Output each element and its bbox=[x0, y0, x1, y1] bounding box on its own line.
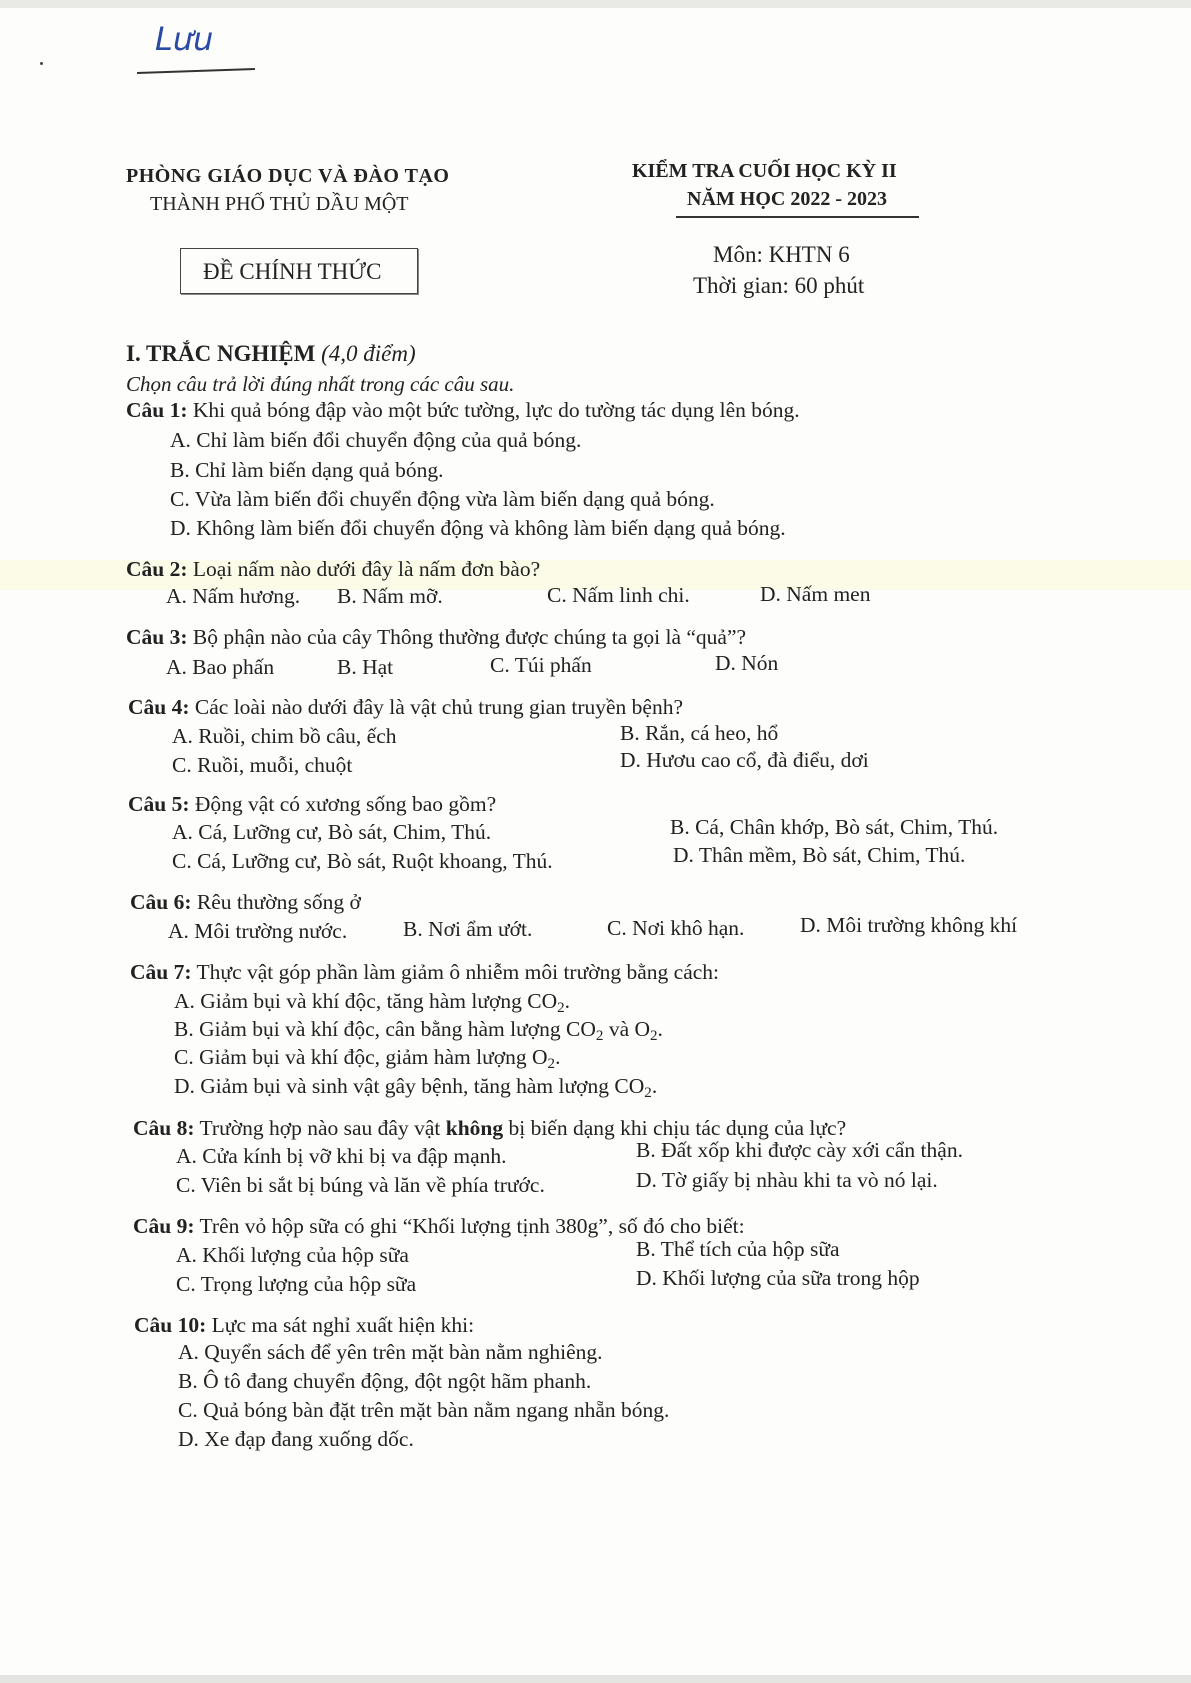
option-text: C. Giảm bụi và khí độc, giảm hàm lượng O bbox=[174, 1045, 548, 1069]
official-exam-box bbox=[180, 248, 418, 294]
q9-option-d: D. Khối lượng của sữa trong hộp bbox=[636, 1266, 920, 1290]
q1-option-b: B. Chỉ làm biến dạng quả bóng. bbox=[170, 458, 444, 482]
q5-option-d: D. Thân mềm, Bò sát, Chim, Thú. bbox=[673, 843, 966, 867]
q5-option-b: B. Cá, Chân khớp, Bò sát, Chim, Thú. bbox=[670, 815, 999, 839]
school-year: NĂM HỌC 2022 - 2023 bbox=[687, 188, 887, 210]
q4-option-c: C. Ruồi, muỗi, chuột bbox=[172, 753, 353, 777]
q6-option-d: D. Môi trường không khí bbox=[800, 913, 1018, 937]
question-text: Loại nấm nào dưới đây là nấm đơn bào? bbox=[192, 557, 541, 581]
q7-option-b bbox=[174, 1017, 663, 1045]
question-number: Câu 3: bbox=[126, 625, 188, 649]
official-exam-label: ĐỀ CHÍNH THỨC bbox=[203, 259, 382, 284]
subscript: 2 bbox=[547, 1055, 556, 1072]
q3-option-b: B. Hạt bbox=[337, 655, 394, 679]
department-name: PHÒNG GIÁO DỤC VÀ ĐÀO TẠO bbox=[126, 165, 450, 187]
q4-option-d: D. Hươu cao cổ, đà điểu, dơi bbox=[620, 748, 869, 772]
q10-option-d: D. Xe đạp đang xuống dốc. bbox=[178, 1427, 414, 1451]
q7-option-d bbox=[174, 1074, 657, 1102]
q6-option-a: A. Môi trường nước. bbox=[168, 919, 348, 943]
option-text: và O bbox=[603, 1017, 651, 1041]
question-text: Bộ phận nào của cây Thông thường được chúng ta gọi là “quả”? bbox=[192, 625, 747, 649]
handwritten-mark: Lưu bbox=[155, 20, 214, 58]
option-text: . bbox=[564, 989, 571, 1013]
scan-band bbox=[0, 0, 1191, 8]
question-number: Câu 9: bbox=[133, 1214, 195, 1238]
option-text: A. Giảm bụi và khí độc, tăng hàm lượng CO bbox=[174, 989, 558, 1013]
question-2 bbox=[126, 557, 540, 582]
q9-option-b: B. Thể tích của hộp sữa bbox=[636, 1237, 840, 1261]
question-number: Câu 8: bbox=[133, 1116, 195, 1140]
q4-option-b: B. Rắn, cá heo, hổ bbox=[620, 721, 779, 745]
q8-option-a: A. Cửa kính bị vỡ khi bị va đập mạnh. bbox=[176, 1144, 507, 1168]
option-text: D. Giảm bụi và sinh vật gây bệnh, tăng hàm lượng CO bbox=[174, 1074, 645, 1098]
q10-option-a: A. Quyển sách để yên trên mặt bàn nằm nghiêng. bbox=[178, 1340, 603, 1364]
q10-option-b: B. Ô tô đang chuyển động, đột ngột hãm phanh. bbox=[178, 1369, 592, 1393]
question-text: bị biến dạng khi chịu tác dụng của lực? bbox=[508, 1116, 847, 1140]
question-6 bbox=[130, 890, 361, 915]
question-4 bbox=[128, 695, 683, 720]
question-number: Câu 5: bbox=[128, 792, 190, 816]
q6-option-c: C. Nơi khô hạn. bbox=[607, 916, 745, 940]
question-number: Câu 4: bbox=[128, 695, 190, 719]
question-text: Rêu thường sống ở bbox=[196, 890, 361, 914]
question-number: Câu 7: bbox=[130, 960, 192, 984]
q3-option-c: C. Túi phấn bbox=[490, 653, 592, 677]
q8-option-c: C. Viên bi sắt bị búng và lăn về phía trước. bbox=[176, 1173, 545, 1197]
question-text-emphasis: không bbox=[445, 1116, 504, 1140]
school-year-underline bbox=[676, 216, 919, 218]
q7-option-c bbox=[174, 1045, 560, 1073]
q2-option-a: A. Nấm hương. bbox=[166, 584, 301, 608]
scan-band bbox=[0, 1675, 1191, 1683]
q6-option-b: B. Nơi ẩm ướt. bbox=[403, 917, 533, 941]
q1-option-c: C. Vừa làm biến đổi chuyển động vừa làm biến dạng quả bóng. bbox=[170, 487, 715, 511]
question-number: Câu 2: bbox=[126, 557, 188, 581]
subscript: 2 bbox=[650, 1027, 658, 1044]
question-text: Động vật có xương sống bao gồm? bbox=[194, 792, 497, 816]
handwritten-underline bbox=[137, 68, 255, 74]
q10-option-c: C. Quả bóng bàn đặt trên mặt bàn nằm ngang nhẵn bóng. bbox=[178, 1398, 670, 1422]
q9-option-a: A. Khối lượng của hộp sữa bbox=[176, 1243, 409, 1267]
subscript: 2 bbox=[557, 999, 565, 1016]
question-5 bbox=[128, 792, 496, 817]
question-text: Trường hợp nào sau đây vật bbox=[199, 1116, 441, 1140]
question-10 bbox=[134, 1313, 474, 1338]
option-text: . bbox=[651, 1074, 658, 1098]
question-text: Khi quả bóng đập vào một bức tường, lực do tường tác dụng lên bóng. bbox=[192, 398, 800, 422]
q5-option-c: C. Cá, Lưỡng cư, Bò sát, Ruột khoang, Thú. bbox=[172, 849, 553, 873]
section-title-text: I. TRẮC NGHIỆM bbox=[126, 341, 316, 366]
question-number: Câu 1: bbox=[126, 398, 188, 422]
q7-option-a bbox=[174, 989, 570, 1017]
question-7 bbox=[130, 960, 719, 985]
q1-option-d: D. Không làm biến đổi chuyển động và không làm biến dạng quả bóng. bbox=[170, 516, 786, 540]
subscript: 2 bbox=[644, 1084, 652, 1101]
subscript: 2 bbox=[595, 1027, 604, 1044]
city-name: THÀNH PHỐ THỦ DẦU MỘT bbox=[150, 193, 409, 215]
scan-dot bbox=[40, 62, 43, 65]
q2-option-b: B. Nấm mỡ. bbox=[337, 584, 443, 608]
q1-option-a: A. Chỉ làm biến đổi chuyển động của quả bóng. bbox=[170, 428, 582, 452]
question-1 bbox=[126, 398, 800, 423]
question-text: Trên vỏ hộp sữa có ghi “Khối lượng tịnh 380g”, số đó cho biết: bbox=[199, 1214, 745, 1238]
exam-title: KIỂM TRA CUỐI HỌC KỲ II bbox=[632, 160, 897, 182]
question-number: Câu 10: bbox=[134, 1313, 207, 1337]
question-3 bbox=[126, 625, 746, 650]
q4-option-a: A. Ruồi, chim bồ câu, ếch bbox=[172, 724, 397, 748]
subject: Môn: KHTN 6 bbox=[713, 242, 850, 267]
question-number: Câu 6: bbox=[130, 890, 192, 914]
question-text: Thực vật góp phần làm giảm ô nhiễm môi trường bằng cách: bbox=[196, 960, 720, 984]
option-text: B. Giảm bụi và khí độc, cân bằng hàm lượng CO bbox=[174, 1017, 596, 1041]
q8-option-b: B. Đất xốp khi được cày xới cẩn thận. bbox=[636, 1138, 963, 1162]
section-points: (4,0 điểm) bbox=[321, 341, 416, 366]
section-instruction: Chọn câu trả lời đúng nhất trong các câu sau. bbox=[126, 372, 515, 396]
section-title bbox=[126, 341, 416, 367]
question-text: Lực ma sát nghỉ xuất hiện khi: bbox=[211, 1313, 475, 1337]
q2-option-d: D. Nấm men bbox=[760, 582, 871, 606]
option-text: . bbox=[657, 1017, 663, 1041]
question-9 bbox=[133, 1214, 745, 1239]
q3-option-a: A. Bao phấn bbox=[166, 655, 275, 679]
duration: Thời gian: 60 phút bbox=[693, 273, 865, 298]
q5-option-a: A. Cá, Lưỡng cư, Bò sát, Chim, Thú. bbox=[172, 820, 492, 844]
q3-option-d: D. Nón bbox=[715, 651, 779, 675]
q2-option-c: C. Nấm linh chi. bbox=[547, 583, 690, 607]
q9-option-c: C. Trọng lượng của hộp sữa bbox=[176, 1272, 417, 1296]
question-text: Các loài nào dưới đây là vật chủ trung gian truyền bệnh? bbox=[194, 695, 684, 719]
q8-option-d: D. Tờ giấy bị nhàu khi ta vò nó lại. bbox=[636, 1168, 938, 1192]
option-text: . bbox=[555, 1045, 561, 1069]
